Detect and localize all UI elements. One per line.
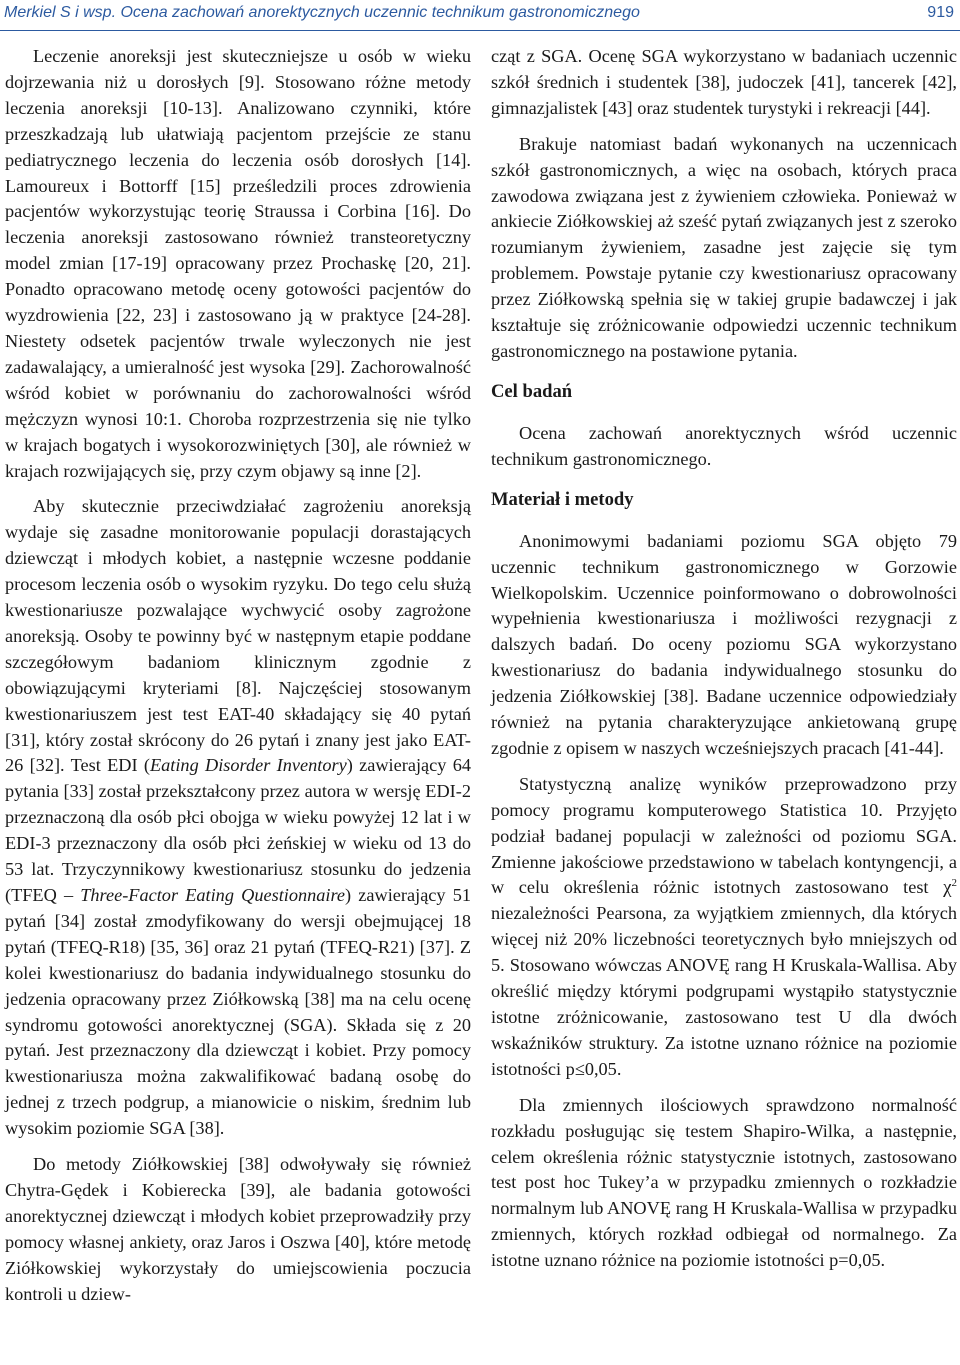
text-segment: ) zawierający 51 pytań [34] został zmodyfikowany do wersji obejmującej 18 pytań (TFEQ-R18) [35, 36] oraz 21 pytań (TFEQ-R21) [37]. Z kolei kwestionariusz do badania indywidualnego stosunku do jedzenia opracowany przez Ziółkowską [38] ma na celu ocenę syndromu gotowości anorektycznej (SGA). Składa się z 20 pytań. Jest przeznaczony dla dziewcząt i kobiet. Przy pomocy kwestionariusza można zakwalifikować badaną osobę do jednej z trzech podgrup, a mianowicie o niskim, średnim lub wysokim poziomie SGA [38]. [5, 885, 471, 1139]
paragraph-study-group: Anonimowymi badaniami poziomu SGA objęto 79 uczennic technikum gastronomicznego w Gorzowie Wielkopolskim. Uczennice poinformowano o dobrowolności wypełnienia kwestionariusza i możliwości rezygnacji z dalszych badań. Do oceny poziomu SGA wykorzystano kwestionariusz do badania indywidualnego stosunku do jedzenia Ziółkowskiej [38]. Badane uczennice odpowiedziały również na pytania charakteryzujące ankietowaną grupę zgodnie z opisem w naszych wcześniejszych pracach [41-44]. [491, 530, 957, 758]
superscript: 2 [951, 877, 957, 890]
paragraph-treatment: Leczenie anoreksji jest skuteczniejsze u osób w wieku dojrzewania niż u dorosłych [9]. Stosowano różne metody leczenia anoreksji [10-13]. Analizowano czynniki, które przeszkadzają lub ułatwiają pacjentom przejście ze stanu pediatrycznego leczenia do leczenia osób dorosłych [14]. Lamoureux i Bottorff [15] prześledzili proces zdrowienia pacjentów wykorzystując teorię Straussa i Corbina [16]. Do leczenia anoreksji zastosowano również transteoretyczny model zmian [17-19] opracowany przez Prochaskę [20, 21]. Ponadto opracowano metodę oceny gotowości pacjentów do wyzdrowienia [22, 23] i zastosowano ją w praktyce [24-28]. Niestety odsetek pacjentów trwale wyleczonych nie jest zadawalający, a umieralność jest wysoka [29]. Zachorowalność wśród kobiet w porównaniu do zachorowalności wśród mężczyzn wynosi 10:1. Choroba rozprzestrzenia się nie tylko w krajach bogatych i wysokorozwiniętych [30], ale również w krajach rozwijających się, przy czym objawy są inne [2]. [5, 46, 471, 481]
paragraph-research-gap: Brakuje natomiast badań wykonanych na uczennicach szkół gastronomicznych, a więc na osobach, których praca zawodowa związana jest z żywieniem człowieka. Ponieważ w ankiecie Ziółkowskiej aż sześć pytań związanych jest z szeroko rozumianym żywieniem, zasadne jest zajęcie się tym problemem. Powstaje pytanie czy kwestionariusz opracowany przez Ziółkowską spełnia się w takiej grupie badawczej i jak kształtuje się zróżnicowanie odpowiedzi uczennic technikum gastronomicznego na postawione pytania. [491, 133, 957, 361]
heading-aim: Cel badań [491, 380, 573, 402]
italic-term-tfeq: Three-Factor Eating Questionnaire [80, 885, 346, 905]
text-segment: niezależności Pearsona, za wyjątkiem zmiennych, dla których więcej niż 20% liczebności teoretycznych było mniejszych od 5. Stosowano wówczas ANOVĘ rang H Kruskala-Wallisa. Aby określić między którymi podgrupami wystąpiło statystycznie istotne zróżnicowanie, zastosowano test U dla dwóch wskaźników struktury. Za istotne uznano różnice na poziomie istotności p≤0,05. [491, 903, 957, 1079]
paragraph-statistics [491, 772, 957, 1083]
italic-term-edi: Eating Disorder Inventory [149, 755, 347, 776]
paragraph-questionnaires [5, 494, 471, 1142]
paragraph-ziolkowska-method: Do metody Ziółkowskiej [38] odwoływały się również Chytra-Gędek i Kobierecka [39], ale badania gotowości anorektycznej dziewcząt i młodych kobiet przeprowadziły przy pomocy własnej ankiety, oraz Jaros i Oszwa [40], które metodę Ziółkowskiej wykorzystały do umiejscowienia poczucia kontroli u dziew- [5, 1154, 471, 1304]
left-column [5, 44, 471, 1308]
chi-symbol: χ [943, 877, 952, 899]
text-segment: ) zawierający 64 pytania [33] został przekształcony przez autora w wersję EDI-2 przeznaczoną dla osób płci obojga w wieku powyżej 12 lat i w EDI-3 przeznaczony dla osób płci żeńskiej w wieku od 13 do 53 lat. Trzyczynnikowy kwestionariusz stosunku do jedzenia (TFEQ – [5, 755, 471, 905]
text-segment: Statystyczną analizę wyników przeprowadzono przy pomocy programu komputerowego Statistica 10. Przyjęto podział badanej populacji w zależności od poziomu SGA. Zmienne jakościowe przedstawiono w tabelach kontyngencji, a w celu określenia różnic istotnych zastosowano test [491, 773, 957, 898]
paragraph-quantitative: Dla zmiennych ilościowych sprawdzono normalność rozkładu posługując się testem Shapiro-Wilka, a następnie, celem określenia różnic statystycznie istotnych, zastosowano test post hoc Tukey’a w przypadku zmiennych o rozkładzie normalnym lub ANOVĘ rang H Kruskala-Wallisa w przypadku zmiennych, których rozkład odbiegał od normalnego. Za istotne uznano różnice na poziomie istotności p=0,05. [491, 1094, 957, 1271]
running-title: Merkiel S i wsp. Ocena zachowań anorektycznych uczennic technikum gastronomicznego [4, 4, 640, 21]
text-segment: Aby skutecznie przeciwdziałać zagrożeniu anoreksją wydaje się zasadne monitorowanie populacji dorastających dziewcząt i młodych kobiet, a następnie wczesne poddanie procesom leczenia osób o wysokim ryzyku. Do tego celu służą kwestionariusze pozwalające wychwycić osoby zagrożone anoreksją. Osoby te powinny być w następnym etapie poddane szczegółowym badaniom klinicznym zgodnie z obowiązującymi kryteriami [8]. Najczęściej stosowanym kwestionariuszem jest test EAT-40 składający się 40 pytań [31], który został skrócony do 26 pytań i znany jest jako EAT-26 [32]. Test EDI ( [5, 496, 471, 776]
running-header [0, 0, 960, 31]
page-number: 919 [927, 4, 954, 21]
paragraph-aim: Ocena zachowań anorektycznych wśród uczennic technikum gastronomicznego. [491, 422, 957, 469]
right-column [491, 44, 957, 1274]
heading-methods: Materiał i metody [491, 488, 634, 510]
paragraph-continued: cząt z SGA. Ocenę SGA wykorzystano w badaniach uczennic szkół średnich i studentek [38], judoczek [41], tancerek [42], gimnazjalistek [43] oraz studentek turystyki i rekreacji [44]. [491, 46, 957, 118]
